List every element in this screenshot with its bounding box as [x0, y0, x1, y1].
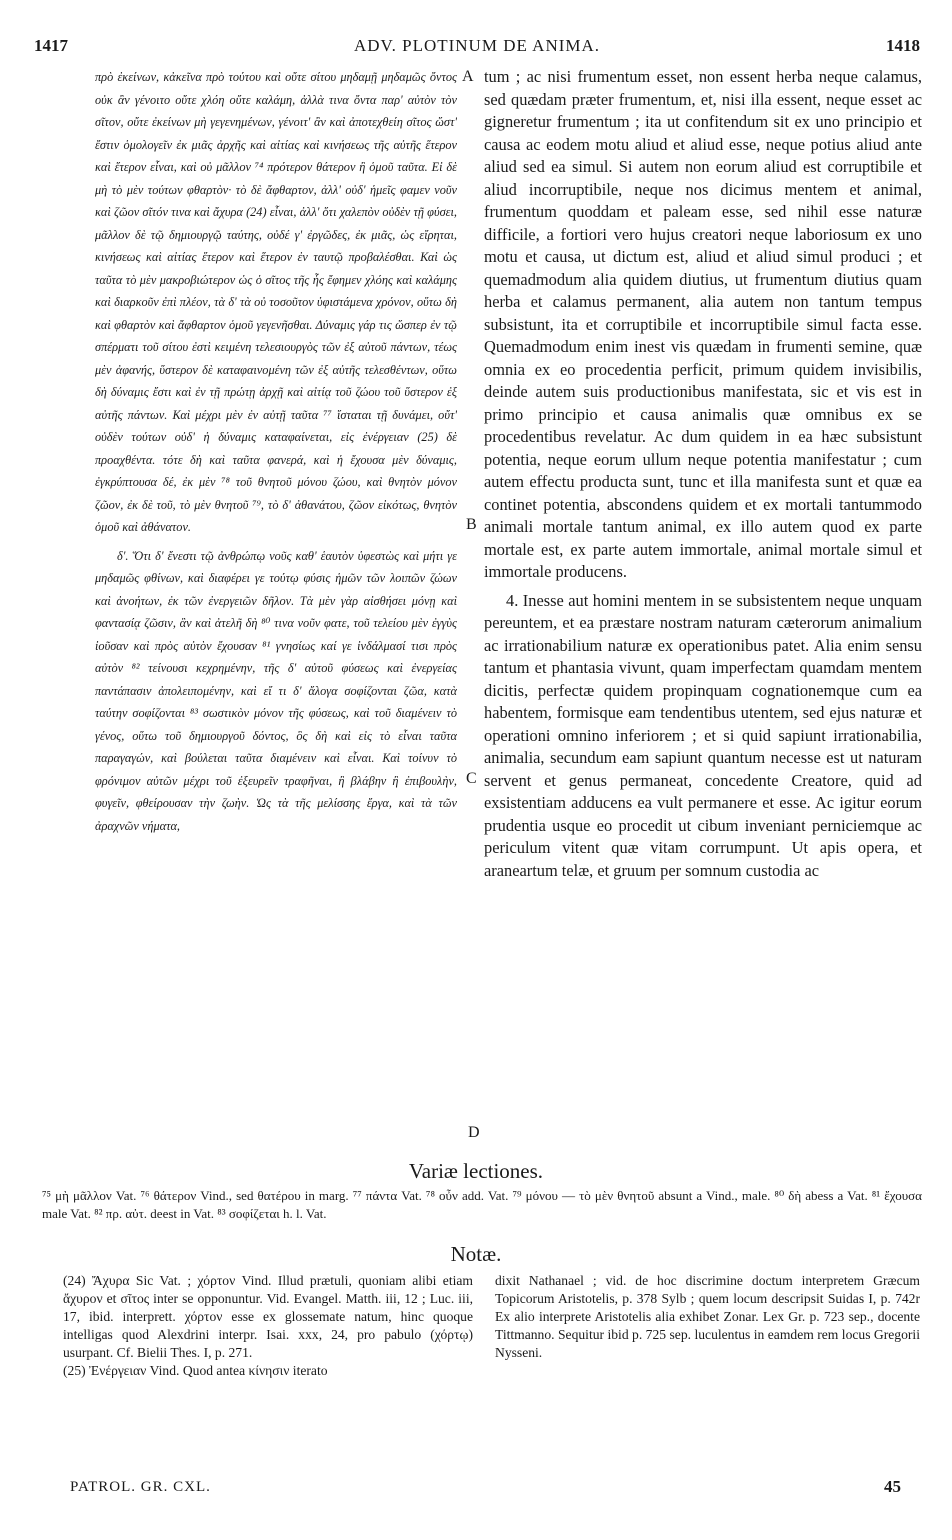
latin-paragraph-1: tum ; ac nisi frumentum esset, non essent herba neque calamus, sed quædam præter frumentum, et, nisi illa essent, neque esset ac gigneretur frumentum ; ita ut confitendum sit ex uno principio et causa ac eodem motu aliud et aliud esse, neque potius aliud ante aliud sed ea simul. Si autem non eorum aliud est corruptibile et aliud incorruptibile, neque nos dicimus mentem et animal, frumentum quoddam et paleam esse, sed nihil esse naturæ difficile, a fortiori vero hujus creatori neque laboriosum ex uno motu et causa, ut dictum est, aliud et aliud simul produci ; et quemadmodum alia quidem diutius, ut frumentum diutius quam herba et calamus permanent, alia autem non tantum tempus subsistunt, ita et corruptibile et incorruptibile simul facta esse. Quemadmodum enim inest vis quædam in frumenti semine, quæ omnia ex eo procedentia perficit, primum quidem invisibilis, deinde autem suis productionibus manifestata, sic et vis est in primo principio et causa animalis quæ omnibus ex se procedentibus revelatur. Ac dum quidem in ea hæc subsistunt potentia, neque eorum ullum neque potentia manifestatur ; cum autem effectu producta sunt, tunc et illa manifesta sunt et quæ ea continet potentia, abscondens quidem et ex mortali tantummodo animali mortale tantum animal, ex illo autem quod ex parte mortale est, ex parte autem immortale, animal mortale simul et immortale producens.: [484, 67, 922, 581]
footer-sheet-number: 45: [884, 1477, 901, 1496]
note-25: (25) Ἐνέργειαν Vind. Quod antea κίνησιν iterato: [63, 1363, 328, 1378]
variae-lectiones: [42, 1187, 922, 1222]
page-header: [34, 36, 920, 58]
running-title: ADV. PLOTINUM DE ANIMA.: [353, 36, 601, 55]
variae-lectiones-title: Variæ lectiones.: [408, 1159, 544, 1183]
note-24: (24) Ἄχυρα Sic Vat. ; χόρτον Vind. Illud prætuli, quoniam alibi etiam ἄχυρον et σῖτος inter se opponuntur. Vid. Evangel. Matth. iii, 12 ; Luc. iii, 17, ibid. interprett. χόρτον esse ex glossemate natum, hinc quoque intelligas quod Alexdrini interpr. Isai. xxx, 24, pro pabulo (χόρτῳ) usurpant. Cf. Bielii Thes. I, p. 271.: [63, 1273, 473, 1360]
notes-left-column: [63, 1272, 473, 1380]
notae-title: Notæ.: [450, 1242, 502, 1266]
margin-letter-c: C: [466, 770, 477, 787]
left-page-number: 1417: [34, 36, 68, 55]
latin-column: [484, 66, 922, 882]
margin-letter-b: B: [466, 516, 477, 533]
greek-paragraph-1: πρὸ ἐκείνων, κἀκεῖνα πρὸ τούτου καὶ οὔτε σίτου μηδαμῇ μηδαμῶς ὄντος οὐκ ἂν γένοιτο οὔτε χλόη οὔτε καλάμη, ἀλλὰ τινα ὄντα παρ' αὐτὸν τὸν σῖτον, οὔτε ἐκείνων μὴ γεγενημένων, γένοιτ' ἂν καὶ ἀποτεχθείη σῖτος ὥστ' ἔστιν ὁμολογεῖν ἐκ μιᾶς ἀρχῆς καὶ αἰτίας καὶ κινήσεως τῆς αὐτῆς ἕτερον καὶ ἕτερον εἶναι, καὶ οὐ μᾶλλον ⁷⁴ πρότερον θάτερον ἢ ὁμοῦ ταῦτα. Εἰ δὲ μὴ τὸ μὲν τούτων φθαρτὸν· τὸ δὲ ἄφθαρτον, ἀλλ' οὐδ' ἡμεῖς φαμεν νοῦν καὶ ζῶον σῖτόν τινα καὶ ἄχυρα (24) εἶναι, ἀλλ' ὅτι χαλεπὸν οὐδὲν τῇ φύσει, μᾶλλον δὲ τῷ δημιουργῷ ταύτης, οὐδέ γ' ἐργῶδες, ἐκ μιᾶς, ὡς εἴρηται, κινήσεως καὶ αἰτίας ἕτερον καὶ ἕτερον ἐν ταυτῷ προβαλέσθαι. Καὶ ὡς ταῦτα τὸ μὲν μακροβιώτερον ὡς ὁ σῖτος τῆς ἧς ἔφημεν χλόης καὶ καλάμης καὶ διαρκοῦν ἐπὶ πλέον, τὰ δ' τὰ οὐ τοσοῦτον ὑφιστάμενα χρόνον, οὕτω δὴ καὶ φθαρτὸν καὶ ἄφθαρτον ὁμοῦ γεγενῆσθαι. Δύναμις γάρ τις ὥσπερ ἐν τῷ σπέρματι τοῦ σίτου ἐστὶ κειμένη τελεσιουργὸς τῶν ἐξ αὐτοῦ πάντων, τέως μὲν ἀφανής, ὕστερον δὲ καταφαινομένη τῶν ἐξ αὐτῆς τελεσθέντων, οὕτω δὴ δύναμις ἔστι καὶ ἐν τῇ πρώτῃ ἀρχῇ καὶ αἰτίᾳ τοῦ ζώου τοῦ ὕστερον ἐξ αὐτῆς πάντων. Καὶ μέχρι μὲν ἐν αὐτῇ ταῦτα ⁷⁷ ἵσταται τῇ δυνάμει, οὔτ' οὐδὲν τούτων οὐδ' ἡ δύναμις καταφαίνεται, εἰς ἐνέργειαν (25) δὲ προαχθέντα. τότε δὴ καὶ ταῦτα φανερά, καὶ ἡ ἔχουσα μὲν δύναμις, ἐγκρύπτουσα δέ, ἐκ μὲν ⁷⁸ τοῦ θνητοῦ μόνου ζώου, καὶ θνητὸν μόνον ζῶον, ἐκ δὲ τοῦ, τὸ μὲν θνητοῦ ⁷⁹, τὸ δ' ἀθανάτου, ζῶον εἰκότως, θνητὸν ὁμοῦ καὶ ἀθάνατον.: [95, 70, 457, 534]
variae-lectiones-text: ⁷⁵ μὴ μᾶλλον Vat. ⁷⁶ θάτερον Vind., sed θατέρου in marg. ⁷⁷ πάντα Vat. ⁷⁸ οὖν add. Vat. ⁷⁹ μόνου — τὸ μὲν θνητοῦ absunt a Vind., male. ⁸⁰ δὴ abess a Vat. ⁸¹ ἔχουσα male Vat. ⁸² πρ. αὐτ. deest in Vat. ⁸³ σοφίζεται h. l. Vat.: [42, 1188, 922, 1221]
footer-signature: PATROL. GR. CXL.: [70, 1479, 211, 1495]
margin-letter-d: D: [468, 1124, 480, 1141]
notes-right-column: [495, 1272, 920, 1362]
latin-paragraph-2: 4. Inesse aut homini mentem in se subsistentem neque unquam pereuntem, et ea præstare nostram naturam cæterorum animalium ac irrationabilium naturæ ex operationibus patet. Alia enim sensu tantum et phantasia vivunt, quam imperfectam quamdam mentem dicitis, perfectæ quidem propinquam cognationemque cum ea habentem, formisque eam tendentibus utentem, sed ejus naturæ et operationi omnino inferiorem ; et si quid sapiunt irrationabilia, animalia, secundum eam sapiunt quantum necesse est ut naturam servent et genus permaneat, concedente Creatore, quid ad exsistentiam adducens ea vult permanere et esse. Ac igitur eorum prudentia usque eo procedit ut cibum inveniant perniciemque ac periculum vitent quæ vitam corrumpunt. Ut apis opera, et araneartum telæ, et gruum per somnum custodia ac: [484, 590, 922, 880]
right-page-number: 1418: [886, 36, 920, 55]
greek-column: [95, 66, 457, 837]
note-continuation: dixit Nathanael ; vid. de hoc discrimine doctum interpretem Græcum Topicorum Aristotelis, p. 378 Sylb ; quem locum descripsit Suidas I, p. 742r Ex alio interprete Aristotelis alia exhibet Zonar. Lex Gr. p. 723 sep., docente Tittmanno. Sequitur ibid p. 725 sep. luculentus in eamdem rem locus Gregorii Nysseni.: [495, 1273, 920, 1360]
greek-paragraph-2: δ'. Ὅτι δ' ἔνεστι τῷ ἀνθρώπῳ νοῦς καθ' ἑαυτὸν ὑφεστὼς καὶ μήτι γε μηδαμῶς φθίνων, καὶ διαφέρει γε τούτῳ φύσις ἡμῶν τῶν λοιπῶν ζώων καὶ ἀνοήτων, ἐκ τῶν ἐνεργειῶν δῆλον. Τὰ μὲν γὰρ αἰσθήσει μόνῃ καὶ φαντασίᾳ ζῶσιν, ἃν καὶ ἀτελῆ δὴ ⁸⁰ τινα νοῦν φατε, τοῦ τελείου μὲν ἐγγὺς ἰοῦσαν καὶ πρὸς αὐτὸν ἔχουσαν ⁸¹ γνησίως καί γε ἰνδάλμασί τισι πρὸς αὐτὸν ⁸² τείνουσι κεχρημένην, τῆς δ' αὐτοῦ φύσεως καὶ ἐνεργείας παντάπασιν ἀπολειπομένην, καὶ εἴ τι δ' ἄλογα σοφίζονται ζῶα, κατὰ ταύτην σοφίζονται ⁸³ σωστικὸν μόνον τῆς φύσεως, καὶ τοῦ διαμένειν τὸ γένος, οὕτω τοῦ δημιουργοῦ δόντος, ὃς δὴ καὶ εἰς τὸ εἶναι ταῦτα παραγαγών, καὶ βούλεται ταῦτα διαμένειν καὶ εἶναι. Καὶ τοίνυν τὸ φρόνιμον αὐτῶν μέχρι τοῦ ἐξευρεῖν τραφῆναι, ἢ βλάβην ἢ ἐπιβουλὴν, φυγεῖν, φθείρουσαν τὴν ζωὴν. Ὡς τὰ τῆς μελίσσης ἔργα, καὶ τὰ τῶν ἀραχνῶν νήματα,: [95, 548, 457, 833]
margin-letter-a: A: [462, 68, 474, 85]
